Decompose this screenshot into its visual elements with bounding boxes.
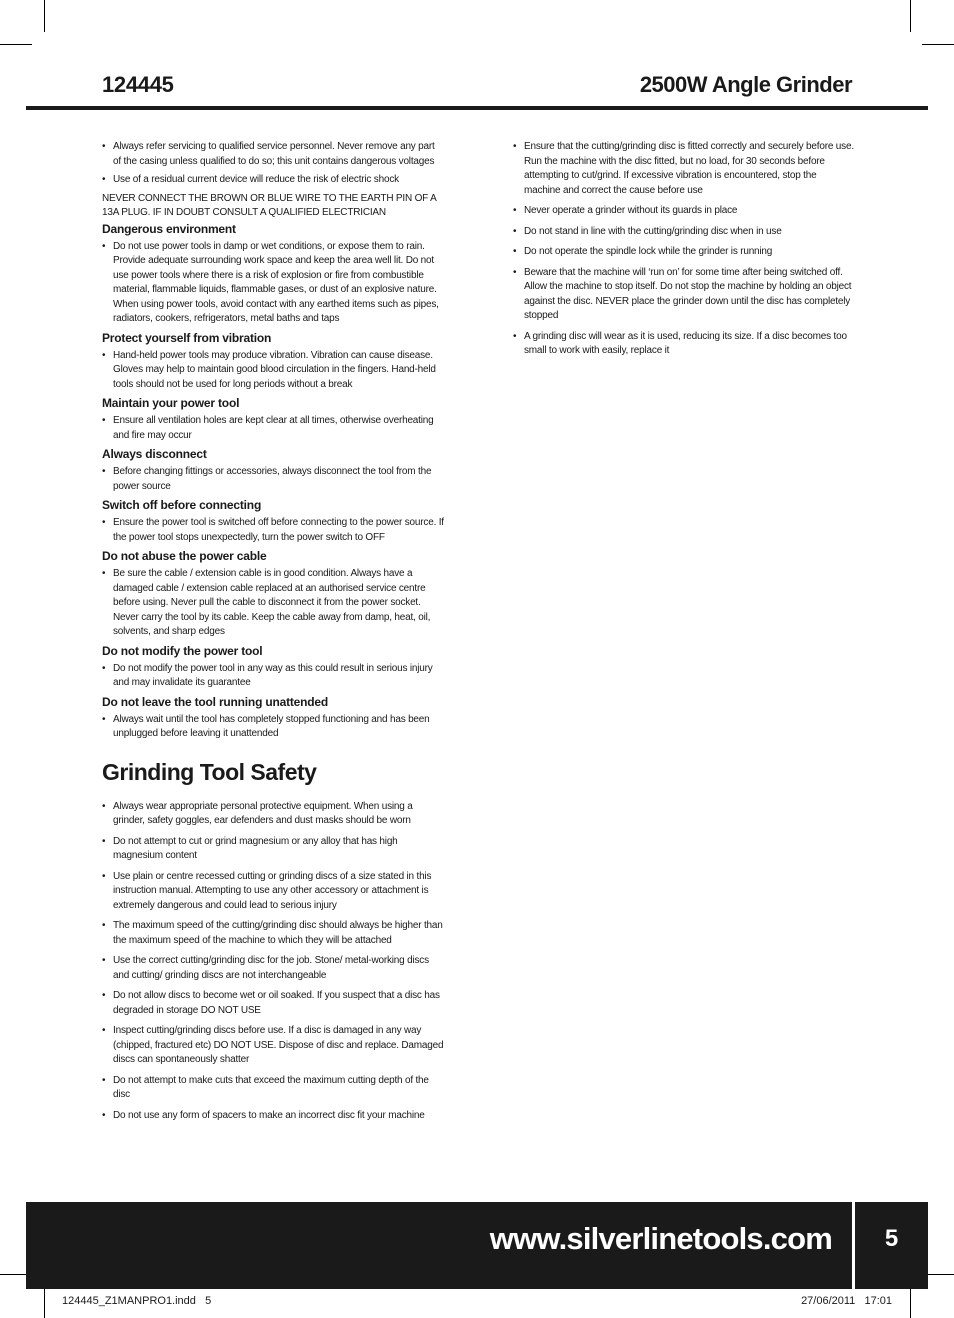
list-item: • Use plain or centre recessed cutting or grinding discs of a size stated in this instruction manual. Attempting to use any other accessory or attachment is extremely dangerous and could lead to serious injury: [102, 870, 444, 914]
section-heading: Do not leave the tool running unattended: [102, 694, 328, 709]
list-item: • Do not stand in line with the cutting/grinding disc when in use: [513, 225, 855, 240]
list-item: • Always refer servicing to qualified service personnel. Never remove any part of the casing unless qualified to do so; this unit contains dangerous voltages: [102, 140, 444, 169]
wiring-warning: NEVER CONNECT THE BROWN OR BLUE WIRE TO THE EARTH PIN OF A 13A PLUG. IF IN DOUBT CONSULT A QUALIFIED ELECTRICIAN: [102, 192, 437, 218]
grinding-safety-title: Grinding Tool Safety: [102, 758, 317, 785]
list-item: • Never operate a grinder without its guards in place: [513, 204, 855, 219]
list-item: • Always wear appropriate personal protective equipment. When using a grinder, safety goggles, ear defenders and dust masks should be worn: [102, 800, 444, 829]
list-item: • Ensure all ventilation holes are kept clear at all times, otherwise overheating and fire may occur: [102, 414, 444, 443]
section-heading: Always disconnect: [102, 447, 207, 461]
page-title: 2500W Angle Grinder: [639, 72, 852, 97]
section-heading: Protect yourself from vibration: [102, 330, 272, 345]
list-item: • Use of a residual current device will reduce the risk of electric shock: [102, 173, 444, 188]
print-slug-date: 27/06/2011 17:01: [801, 1295, 892, 1307]
crop-mark: [922, 44, 954, 45]
right-column: [513, 140, 855, 365]
header-rule: [26, 106, 928, 110]
list-item: • Do not operate the spindle lock while the grinder is running: [513, 245, 855, 260]
list-item: • Do not attempt to make cuts that exceed the maximum cutting depth of the disc: [102, 1074, 444, 1103]
crop-mark: [44, 1286, 45, 1318]
footer-band: [26, 1202, 852, 1289]
print-slug-file: 124445_Z1MANPRO1.indd 5: [62, 1295, 212, 1307]
website-url: www.silverlinetools.com: [489, 1221, 832, 1256]
list-item: • Do not use any form of spacers to make an incorrect disc fit your machine: [102, 1109, 444, 1124]
list-item: • Do not use power tools in damp or wet conditions, or expose them to rain. Provide adequate surrounding work space and keep the area well lit. Do not use power tools where there is a risk of explosion or fire from combustible material, flammable liquids, flammable gases, or dust of an explosive nature. When using power tools, avoid contact with any earthed items such as pipes, radiators, cookers, refrigerators, metal baths and taps: [102, 240, 444, 327]
product-code: 124445: [102, 72, 174, 97]
list-item: • Use the correct cutting/grinding disc for the job. Stone/ metal-working discs and cutting/ grinding discs are not interchangeable: [102, 954, 444, 983]
crop-mark: [910, 1286, 911, 1318]
list-item: • Do not modify the power tool in any way as this could result in serious injury and may invalidate its guarantee: [102, 662, 444, 691]
list-item: • Do not attempt to cut or grind magnesium or any alloy that has high magnesium content: [102, 835, 444, 864]
section-heading: Do not modify the power tool: [102, 643, 263, 658]
section-heading: Dangerous environment: [102, 221, 236, 236]
crop-mark: [0, 44, 32, 45]
list-item: • Ensure that the cutting/grinding disc is fitted correctly and securely before use. Run the machine with the disc fitted, but no load, for 30 seconds before attempting to cut/grind. If excessive vibration is encountered, stop the machine and correct the cause before use: [513, 140, 855, 198]
list-item: • Hand-held power tools may produce vibration. Vibration can cause disease. Gloves may help to maintain good blood circulation in the fingers. Hand-held tools should not be used for long periods without a break: [102, 349, 444, 393]
crop-mark: [910, 0, 911, 32]
list-item: • Ensure the power tool is switched off before connecting to the power source. If the power tool stops unexpectedly, turn the power switch to OFF: [102, 516, 444, 545]
section-heading: Do not abuse the power cable: [102, 549, 267, 563]
list-item: • Always wait until the tool has completely stopped functioning and has been unplugged before leaving it unattended: [102, 713, 444, 742]
list-item: • Beware that the machine will ‘run on’ for some time after being switched off. Allow the machine to stop itself. Do not stop the machine by holding an object against the disc. NEVER place the grinder down until the disc has completely stopped: [513, 266, 855, 324]
section-heading: Maintain your power tool: [102, 396, 240, 410]
page-number: 5: [855, 1202, 928, 1289]
list-item: • Inspect cutting/grinding discs before use. If a disc is damaged in any way (chipped, fractured etc) DO NOT USE. Dispose of disc and replace. Damaged discs can spontaneously shatter: [102, 1024, 444, 1068]
left-column: [102, 140, 444, 1129]
crop-mark: [44, 0, 45, 32]
list-item: • A grinding disc will wear as it is used, reducing its size. If a disc becomes too small to work with easily, replace it: [513, 330, 855, 359]
section-heading: Switch off before connecting: [102, 498, 262, 512]
list-item: • Be sure the cable / extension cable is in good condition. Always have a damaged cable / extension cable replaced at an authorised service centre before using. Never pull the cable to disconnect it from the power socket. Never carry the tool by its cable. Keep the cable away from damp, heat, oil, solvents, and sharp edges: [102, 567, 444, 640]
list-item: • Do not allow discs to become wet or oil soaked. If you suspect that a disc has degraded in storage DO NOT USE: [102, 989, 444, 1018]
list-item: • The maximum speed of the cutting/grinding disc should always be higher than the maximum speed of the machine to which they will be attached: [102, 919, 444, 948]
list-item: • Before changing fittings or accessories, always disconnect the tool from the power source: [102, 465, 444, 494]
